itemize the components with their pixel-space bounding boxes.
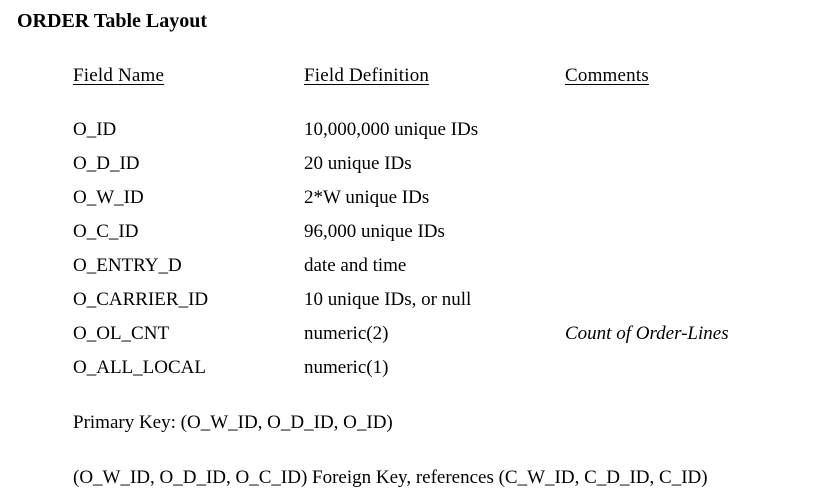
table-row	[0, 323, 822, 357]
table-row	[0, 357, 822, 391]
table-row	[0, 289, 822, 323]
column-header-field-definition: Field Definition	[304, 65, 430, 86]
table-row	[0, 255, 822, 289]
field-name-cell: O_ENTRY_D	[73, 255, 182, 276]
field-definition-cell: numeric(2)	[304, 323, 389, 344]
field-name-cell: O_D_ID	[73, 153, 140, 174]
field-definition-cell: date and time	[304, 255, 407, 276]
primary-key-note: Primary Key: (O_W_ID, O_D_ID, O_ID)	[73, 412, 393, 433]
table-row	[0, 153, 822, 187]
field-definition-cell: 2*W unique IDs	[304, 187, 430, 208]
page-title: ORDER Table Layout	[17, 10, 208, 32]
field-definition-cell: 20 unique IDs	[304, 153, 412, 174]
field-name-cell: O_ALL_LOCAL	[73, 357, 206, 378]
foreign-key-note: (O_W_ID, O_D_ID, O_C_ID) Foreign Key, references (C_W_ID, C_D_ID, C_ID)	[73, 467, 708, 488]
field-comment-cell: Count of Order-Lines	[565, 323, 729, 344]
column-header-field-name: Field Name	[73, 65, 165, 86]
field-name-cell: O_C_ID	[73, 221, 139, 242]
field-definition-cell: numeric(1)	[304, 357, 389, 378]
table-row	[0, 187, 822, 221]
field-definition-cell: 10,000,000 unique IDs	[304, 119, 479, 140]
column-header-comments: Comments	[565, 65, 649, 86]
field-definition-cell: 96,000 unique IDs	[304, 221, 445, 242]
field-name-cell: O_CARRIER_ID	[73, 289, 209, 310]
field-table	[0, 119, 822, 391]
field-name-cell: O_W_ID	[73, 187, 144, 208]
table-row	[0, 119, 822, 153]
field-name-cell: O_OL_CNT	[73, 323, 170, 344]
field-name-cell: O_ID	[73, 119, 117, 140]
field-definition-cell: 10 unique IDs, or null	[304, 289, 472, 310]
table-row	[0, 221, 822, 255]
